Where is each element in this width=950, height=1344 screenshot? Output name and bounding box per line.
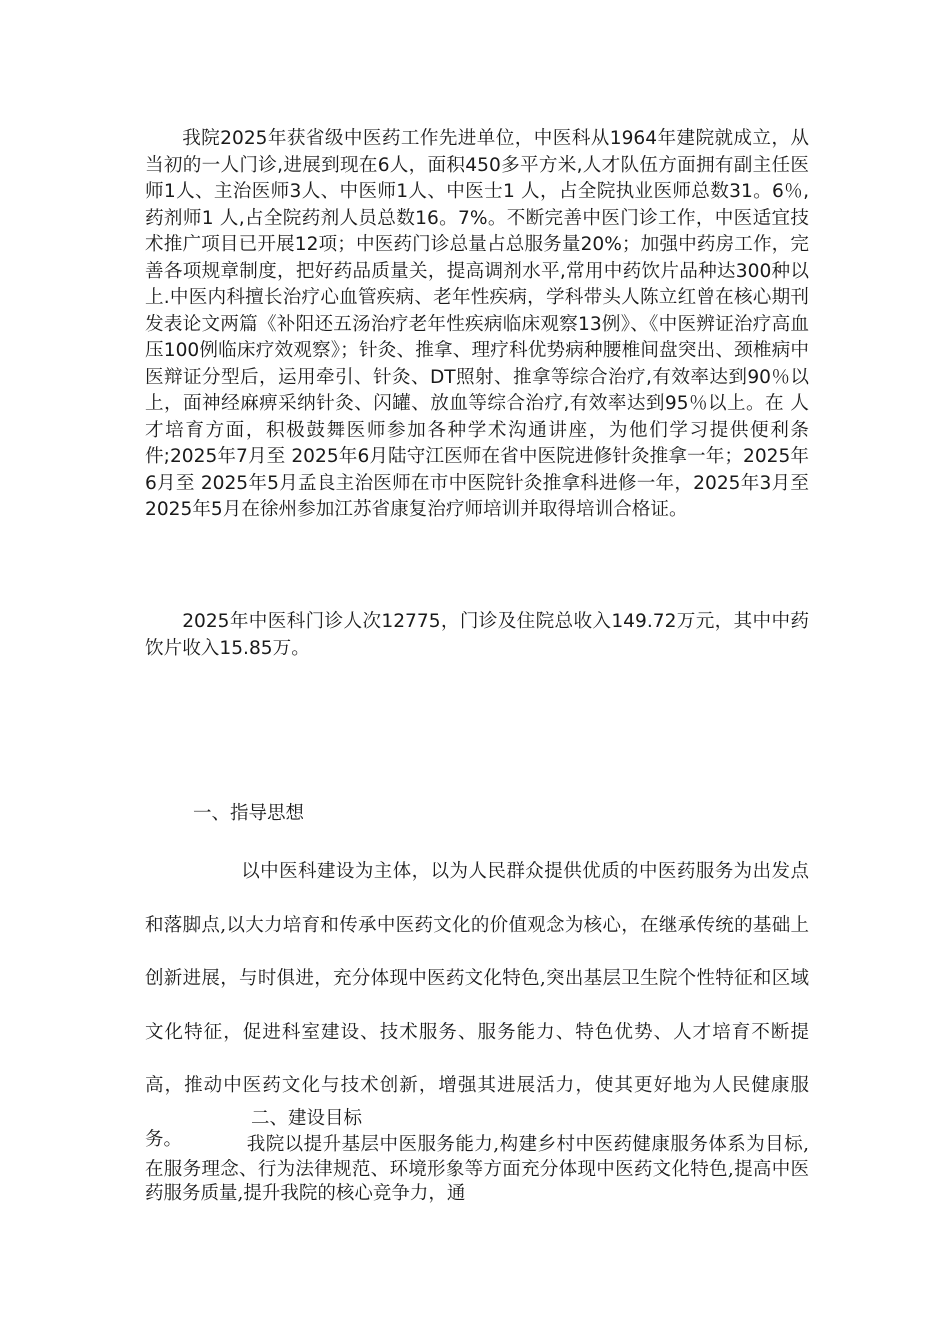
construction-goals-paragraph: 我院以提升基层中医服务能力,构建乡村中医药健康服务体系为目标,在服务理念、行为法律规范、环境形象等方面充分体现中医药文化特色,提高中医药服务质量,提升我院的核心竞争力，通 [145, 1134, 809, 1204]
intro-paragraph: 我院2025年获省级中医药工作先进单位，中医科从1964年建院就成立，从当初的一人门诊,进展到现在6人，面积450多平方米,人才队伍方面拥有副主任医师1人、主治医师3人、中医师1人、中医士1 人，占全院执业医师总数31。6％,药剂师1 人,占全院药剂人员总数16。7%。不断完善中医门诊工作，中医适宜技术推广项目已开展12项；中医药门诊总量占总服务量20%；加强中药房工作，完善各项规章制度，把好药品质量关，提高调剂水平,常用中药饮片品种达300种以上.中医内科擅长治疗心血管疾病、老年性疾病，学科带头人陈立红曾在核心期刊发表论文两篇《补阳还五汤治疗老年性疾病临床观察13例》、《中医辨证治疗高血压100例临床疗效观察》；针灸、推拿、理疗科优势病种腰椎间盘突出、颈椎病中医辩证分型后，运用牵引、针灸、DT照射、推拿等综合治疗,有效率达到90％以上，面神经麻痹采纳针灸、闪罐、放血等综合治疗,有效率达到95％以上。在 人才培育方面，积极鼓舞医师参加各种学术沟通讲座，为他们学习提供便利条件;2025年7月至 2025年6月陆守江医师在省中医院进修针灸推拿一年；2025年6月至 2025年5月孟良主治医师在市中医院针灸推拿科进修一年，2025年3月至 2025年5月在徐州参加江苏省康复治疗师培训并取得培训合格证。 [145, 128, 809, 520]
section-heading-construction-goals: 二、建设目标 [251, 1108, 363, 1129]
guiding-ideology-paragraph: 以中医科建设为主体，以为人民群众提供优质的中医药服务为出发点和落脚点,以大力培育和传承中医药文化的价值观念为核心，在继承传统的基础上创新进展，与时俱进，充分体现中医药文化特色,突出基层卫生院个性特征和区域文化特征，促进科室建设、技术服务、服务能力、特色优势、人才培育不断提高，推动中医药文化与技术创新，增强其进展活力，使其更好地为人民健康服务。 [145, 861, 809, 1150]
section-heading-guiding-ideology: 一、指导思想 [193, 803, 305, 824]
stats-paragraph: 2025年中医科门诊人次12775，门诊及住院总收入149.72万元，其中中药饮片收入15.85万。 [145, 611, 809, 659]
